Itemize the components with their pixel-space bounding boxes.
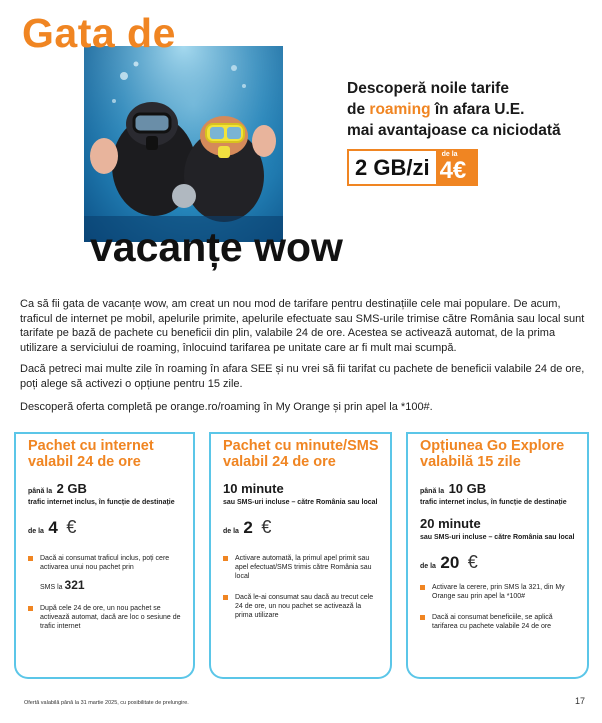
card-title-line2: valabil 24 de ore xyxy=(223,454,336,470)
card-title-line2: valabilă 15 zile xyxy=(420,454,521,470)
offer-cards xyxy=(14,432,589,679)
card-title xyxy=(420,438,577,470)
feature-desc: trafic internet inclus, în funcție de destinație xyxy=(28,499,175,506)
price-from: de la xyxy=(28,528,44,535)
card-header xyxy=(28,438,183,470)
card-title-line2: valabil 24 de ore xyxy=(28,454,141,470)
card-title xyxy=(28,438,183,470)
feature-minutes xyxy=(223,480,380,507)
card-title-line1: Pachet cu internet xyxy=(28,438,154,454)
card-minutes-sms-24h xyxy=(209,432,392,679)
price-currency: € xyxy=(261,517,272,537)
price-currency: € xyxy=(467,552,478,572)
feature-amount: 20 minute xyxy=(420,516,481,531)
card-title xyxy=(223,438,380,470)
bullet-item xyxy=(223,554,380,581)
feature-desc: trafic internet inclus, în funcție de destinație xyxy=(420,499,567,506)
price-badge xyxy=(347,149,478,186)
price-badge-main: 2 GB/zi xyxy=(347,149,436,186)
sms-label: SMS la xyxy=(40,584,63,591)
card-internet-24h xyxy=(14,432,195,679)
bullet-text: Dacă le-ai consumat sau dacă au trecut cele 24 de ore, un nou pachet se activează la prima utilizare xyxy=(235,594,374,619)
card-price xyxy=(223,517,380,538)
price-number: 2 xyxy=(243,518,253,537)
price-number: 4 xyxy=(48,518,58,537)
bullet-item xyxy=(420,583,577,601)
feature-upto: până la xyxy=(420,488,445,495)
divers-photo xyxy=(84,46,283,242)
bullet-item xyxy=(420,613,577,631)
feature-amount: 2 GB xyxy=(56,481,87,496)
bullet-text: Dacă ai consumat traficul inclus, poți cere activarea unui nou pachet prin xyxy=(40,555,170,571)
card-bullets xyxy=(28,554,183,631)
bullet-text: După cele 24 de ore, un nou pachet se activează automat, dacă are loc o sesiune de trafic internet xyxy=(40,605,181,630)
page-title-line2: vacanțe wow xyxy=(90,224,343,270)
headline-line3: mai avantajoase ca niciodată xyxy=(347,122,561,139)
headline-line2-pre: de xyxy=(347,101,370,118)
intro-paragraph-2: Dacă petreci mai multe zile în roaming în afara SEE și nu vrei să fii tarifat cu pachete de beneficii valabile 24 de ore, poți alege să activezi o opțiune pentru 15 zile. xyxy=(20,363,585,390)
intro-paragraph-1: Ca să fii gata de vacanțe wow, am creat un nou mod de tarifare pentru destinațiile cele mai populare. De acum, traficul de internet pe mobil, apelurile primite, apelurile efectuate sau SMS-urile trimise către România sau local sunt tarifate pe bază de pachete cu beneficii din plin, valabile 24 de ore. Acestea se activează automat, de la prima utilizare a serviciului de roaming, înlocuind tarifarea pe unitate care ar fi mult mai scumpă. xyxy=(20,298,585,354)
price-badge-value: 4€ xyxy=(439,157,467,184)
price-currency: € xyxy=(66,517,77,537)
bullet-item xyxy=(28,604,183,631)
feature-amount: 10 minute xyxy=(223,481,284,496)
page-title-line1: Gata de xyxy=(22,10,176,56)
headline xyxy=(347,78,592,141)
bullet-text: Dacă ai consumat beneficiile, se aplică tarifarea cu pachete valabile 24 de ore xyxy=(432,614,553,630)
card-go-explore-15d xyxy=(406,432,589,679)
card-bullets xyxy=(223,554,380,620)
feature-data xyxy=(420,480,577,507)
headline-roaming-highlight: roaming xyxy=(369,101,431,118)
feature-amount: 10 GB xyxy=(448,481,487,496)
feature-data xyxy=(28,480,183,507)
card-header xyxy=(223,438,380,470)
bullet-item xyxy=(28,554,183,592)
sms-number: 321 xyxy=(64,578,85,592)
page-number: 17 xyxy=(575,696,586,706)
card-title-line1: Opțiunea Go Explore xyxy=(420,438,565,454)
bullet-text: Activare la cerere, prin SMS la 321, din My Orange sau prin apel la *100# xyxy=(432,584,565,600)
headline-line2-post: în afara U.E. xyxy=(430,101,525,118)
card-bullets xyxy=(420,583,577,631)
price-number: 20 xyxy=(440,553,460,572)
footnote: Ofertă valabilă până la 31 martie 2025, cu posibilitate de prelungire. xyxy=(24,700,189,706)
intro-paragraph-3: Descoperă oferta completă pe orange.ro/roaming în My Orange și prin apel la *100#. xyxy=(20,401,433,413)
feature-desc: sau SMS-uri incluse – către România sau local xyxy=(223,499,378,506)
card-title-line1: Pachet cu minute/SMS xyxy=(223,438,379,454)
sms-line xyxy=(40,578,85,592)
feature-minutes xyxy=(420,515,577,542)
headline-line2 xyxy=(347,99,592,120)
price-badge-tag xyxy=(436,149,478,186)
headline-line1: Descoperă noile tarife xyxy=(347,80,509,97)
feature-upto: până la xyxy=(28,488,53,495)
card-price xyxy=(420,552,577,573)
bullet-item xyxy=(223,593,380,620)
price-from: de la xyxy=(223,528,239,535)
price-badge-from: de la xyxy=(441,151,458,158)
bullet-text: Activare automată, la primul apel primit sau apel efectuat/SMS trimis către România sau local xyxy=(235,555,372,580)
card-price xyxy=(28,517,183,538)
feature-desc: sau SMS-uri incluse – către România sau local xyxy=(420,534,575,541)
price-from: de la xyxy=(420,563,436,570)
card-header xyxy=(420,438,577,470)
